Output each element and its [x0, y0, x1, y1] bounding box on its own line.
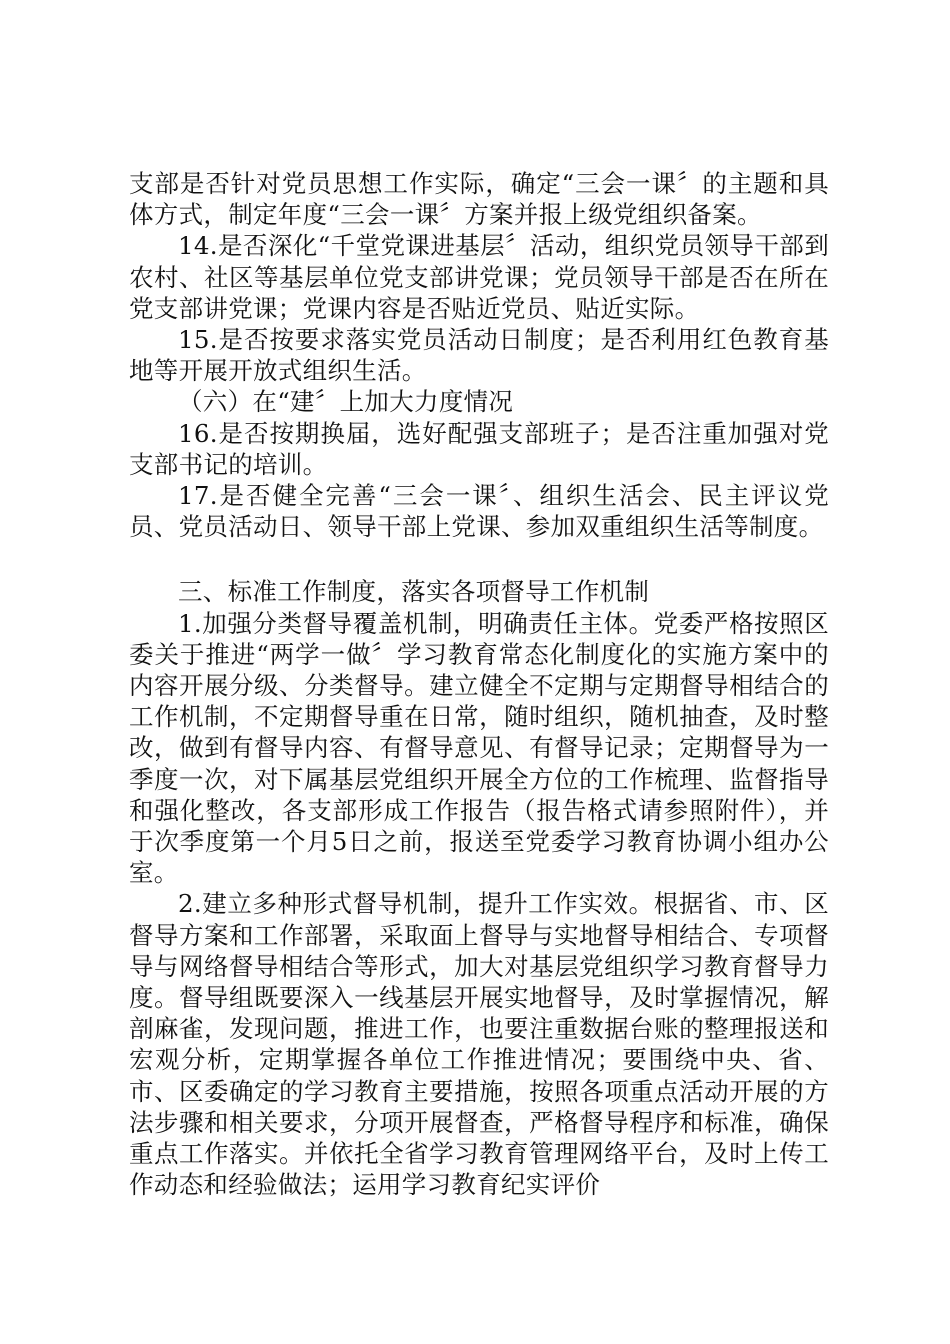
paragraph: 15.是否按要求落实党员活动日制度；是否利用红色教育基地等开展开放式组织生活。 — [129, 325, 829, 386]
paragraph: 1.加强分类督导覆盖机制，明确责任主体。党委严格按照区委关于推进“两学一做〞学习教育常态化制度化的实施方案中的内容开展分级、分类督导。建立健全不定期与定期督导相结合的工作机制，不定期督导重在日常，随时组织，随机抽查，及时整改，做到有督导内容、有督导意见、有督导记录；定期督导为一季度一次，对下属基层党组织开展全方位的工作梳理、监督指导和强化整改，各支部形成工作报告（报告格式请参照附件），并于次季度第一个月5日之前，报送至党委学习教育协调小组办公室。 — [129, 608, 829, 888]
paragraph: 16.是否按期换届，选好配强支部班子；是否注重加强对党支部书记的培训。 — [129, 418, 829, 479]
paragraph: 支部是否针对党员思想工作实际，确定“三会一课〞的主题和具体方式，制定年度“三会一课〞方案并报上级党组织备案。 — [129, 169, 830, 230]
paragraph: 2.建立多种形式督导机制，提升工作实效。根据省、市、区督导方案和工作部署，采取面上督导与实地督导相结合、专项督导与网络督导相结合等形式，加大对基层党组织学习教育督导力度。督导组既要深入一线基层开展实地督导，及时掌握情况，解剖麻雀，发现问题，推进工作，也要注重数据台账的整理报送和宏观分析，定期掌握各单位工作推进情况；要围绕中央、省、市、区委确定的学习教育主要措施，按照各项重点活动开展的方法步骤和相关要求，分项开展督查，严格督导程序和标准，确保重点工作落实。并依托全省学习教育管理网络平台，及时上传工作动态和经验做法；运用学习教育纪实评价 — [129, 889, 829, 1200]
paragraph-gap — [129, 542, 829, 576]
paragraph: 三、标准工作制度，落实各项督导工作机制 — [178, 577, 650, 607]
document-body — [129, 168, 829, 1201]
paragraph: 17.是否健全完善“三会一课〞、组织生活会、民主评议党员、党员活动日、领导干部上党课、参加双重组织生活等制度。 — [129, 481, 829, 542]
paragraph: 14.是否深化“千堂党课进基层〞活动，组织党员领导干部到农村、社区等基层单位党支部讲党课；党员领导干部是否在所在党支部讲党课；党课内容是否贴近党员、贴近实际。 — [129, 231, 829, 323]
paragraph: （六）在“建〞上加大力度情况 — [178, 387, 514, 417]
